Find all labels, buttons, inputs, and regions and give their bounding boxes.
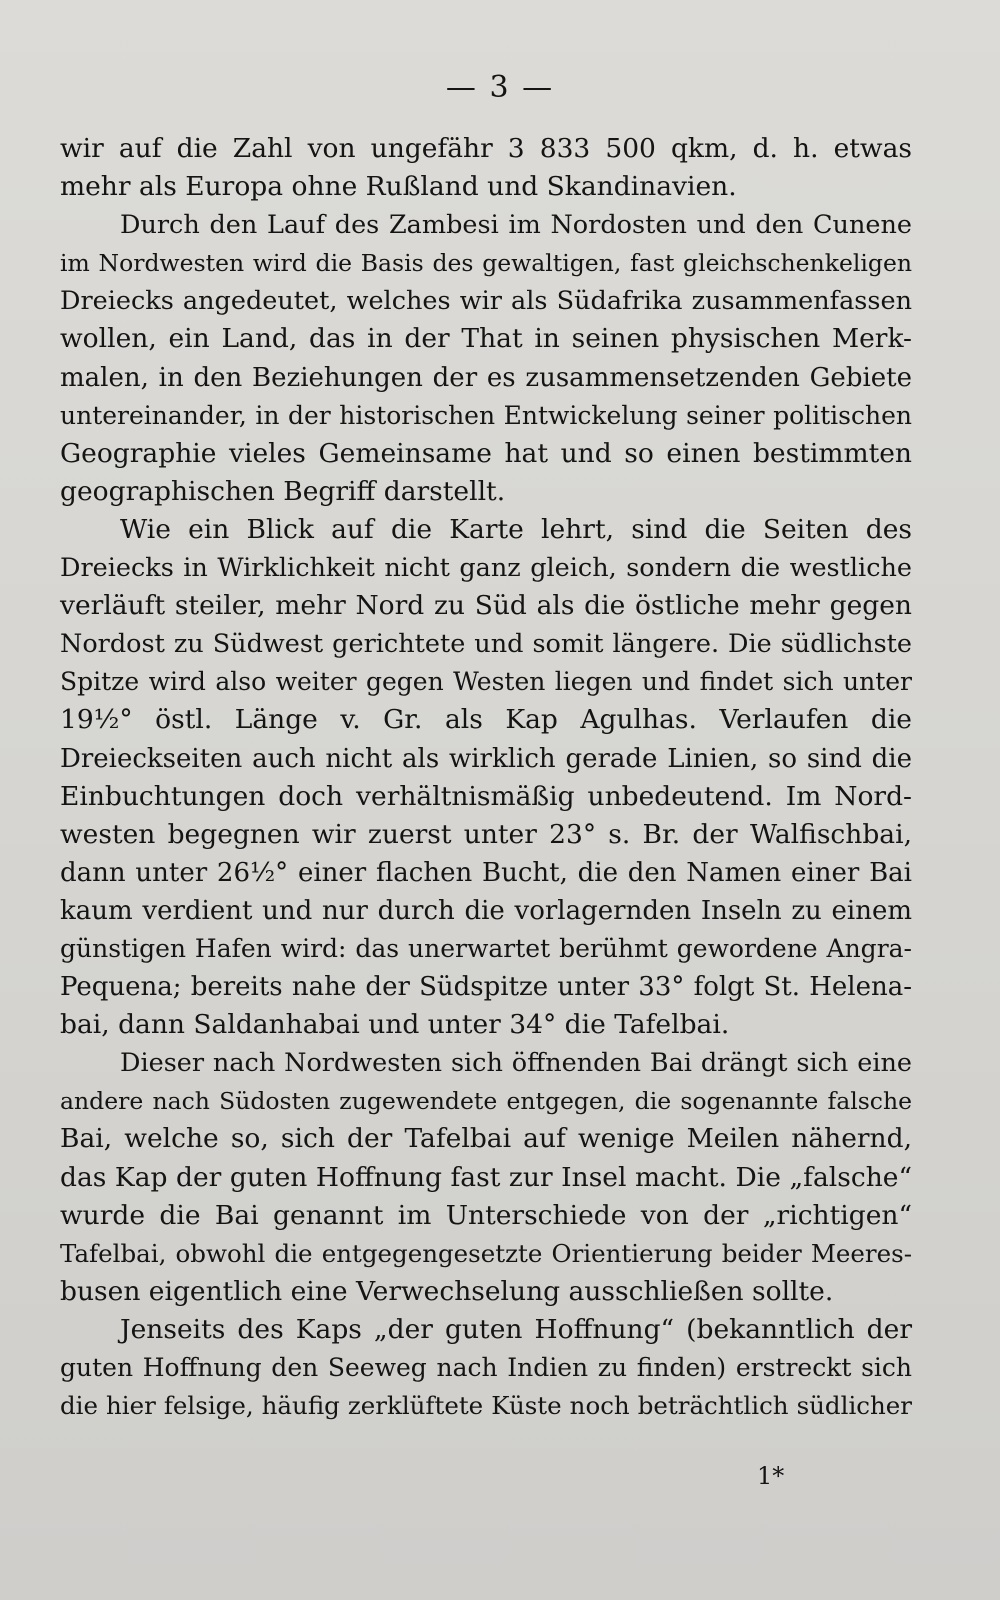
paragraph [60,511,912,1044]
text-line: Jenseits des Kaps „der guten Hoffnung“ (bekanntlich der [120,1313,912,1345]
text-line: westen begegnen wir zuerst unter 23° s. Br. der Walfischbai, [60,818,912,850]
text-line: Nordost zu Südwest gerichtete und somit längere. Die südlichste [60,629,912,660]
text-line: guten Hoffnung den Seeweg nach Indien zu finden) erstreckt sich [60,1353,912,1382]
signature-mark: 1* [757,1462,785,1490]
text-line: Einbuchtungen doch verhältnismäßig unbedeutend. Im Nord- [60,780,912,812]
text-line: Pequena; bereits nahe der Südspitze unter 33° folgt St. Helena- [60,972,912,1003]
paragraph [60,1044,912,1311]
text-line: Dreiecks in Wirklichkeit nicht ganz gleich, sondern die westliche [60,553,912,584]
text-line: die hier felsige, häufig zerklüftete Küste noch beträchtlich südlicher [60,1391,912,1421]
text-line: geographischen Begriff darstellt. [60,475,506,507]
text-line: Geographie vieles Gemeinsame hat und so einen bestimmten [60,437,912,469]
paragraph [60,130,912,206]
text-line: Dreiecks angedeutet, welches wir als Südafrika zusammenfassen [60,286,912,317]
text-line: wollen, ein Land, das in der That in seinen physischen Merk- [60,323,912,355]
paragraph [60,1311,912,1425]
text-line: das Kap der guten Hoffnung fast zur Insel macht. Die „falsche“ [60,1161,912,1193]
page-number: — 3 — [445,70,555,105]
text-line: Durch den Lauf des Zambesi im Nordosten und den Cunene [120,210,912,241]
text-line: verläuft steiler, mehr Nord zu Süd als die östliche mehr gegen [60,590,912,622]
text-line: Wie ein Blick auf die Karte lehrt, sind die Seiten des [120,513,912,545]
text-line: dann unter 26½° einer flachen Bucht, die den Namen einer Bai [60,857,912,888]
text-line: günstigen Hafen wird: das unerwartet berühmt gewordene Angra- [60,933,912,963]
text-line: im Nordwesten wird die Basis des gewaltigen, fast gleichschenkeligen [60,249,912,278]
text-line: malen, in den Beziehungen der es zusammensetzenden Gebiete [60,362,912,393]
text-line: mehr als Europa ohne Rußland und Skandinavien. [60,171,737,203]
text-line: 19½° östl. Länge v. Gr. als Kap Agulhas. Verlaufen die [60,704,912,736]
body-text [60,130,912,1425]
text-line: Dieser nach Nordwesten sich öffnenden Bai drängt sich eine [120,1048,912,1079]
text-line: Tafelbai, obwohl die entgegengesetzte Orientierung beider Meeres- [60,1238,912,1268]
text-line: untereinander, in der historischen Entwickelung seiner politischen [60,400,912,430]
text-line: busen eigentlich eine Verwechselung ausschließen sollte. [60,1275,834,1307]
text-line: Spitze wird also weiter gegen Westen liegen und findet sich unter [60,667,912,697]
text-line: Dreieckseiten auch nicht als wirklich gerade Linien, so sind die [60,743,912,774]
text-line: kaum verdient und nur durch die vorlagernden Inseln zu einem [60,895,912,926]
text-line: Bai, welche so, sich der Tafelbai auf wenige Meilen nähernd, [60,1123,912,1155]
text-line: wir auf die Zahl von ungefähr 3 833 500 qkm, d. h. etwas [60,133,912,164]
text-line: bai, dann Saldanhabai und unter 34° die Tafelbai. [60,1009,730,1041]
paragraph [60,206,912,511]
text-line: wurde die Bai genannt im Unterschiede von der „richtigen“ [60,1199,912,1231]
text-line: andere nach Südosten zugewendete entgegen, die sogenannte falsche [60,1087,912,1116]
